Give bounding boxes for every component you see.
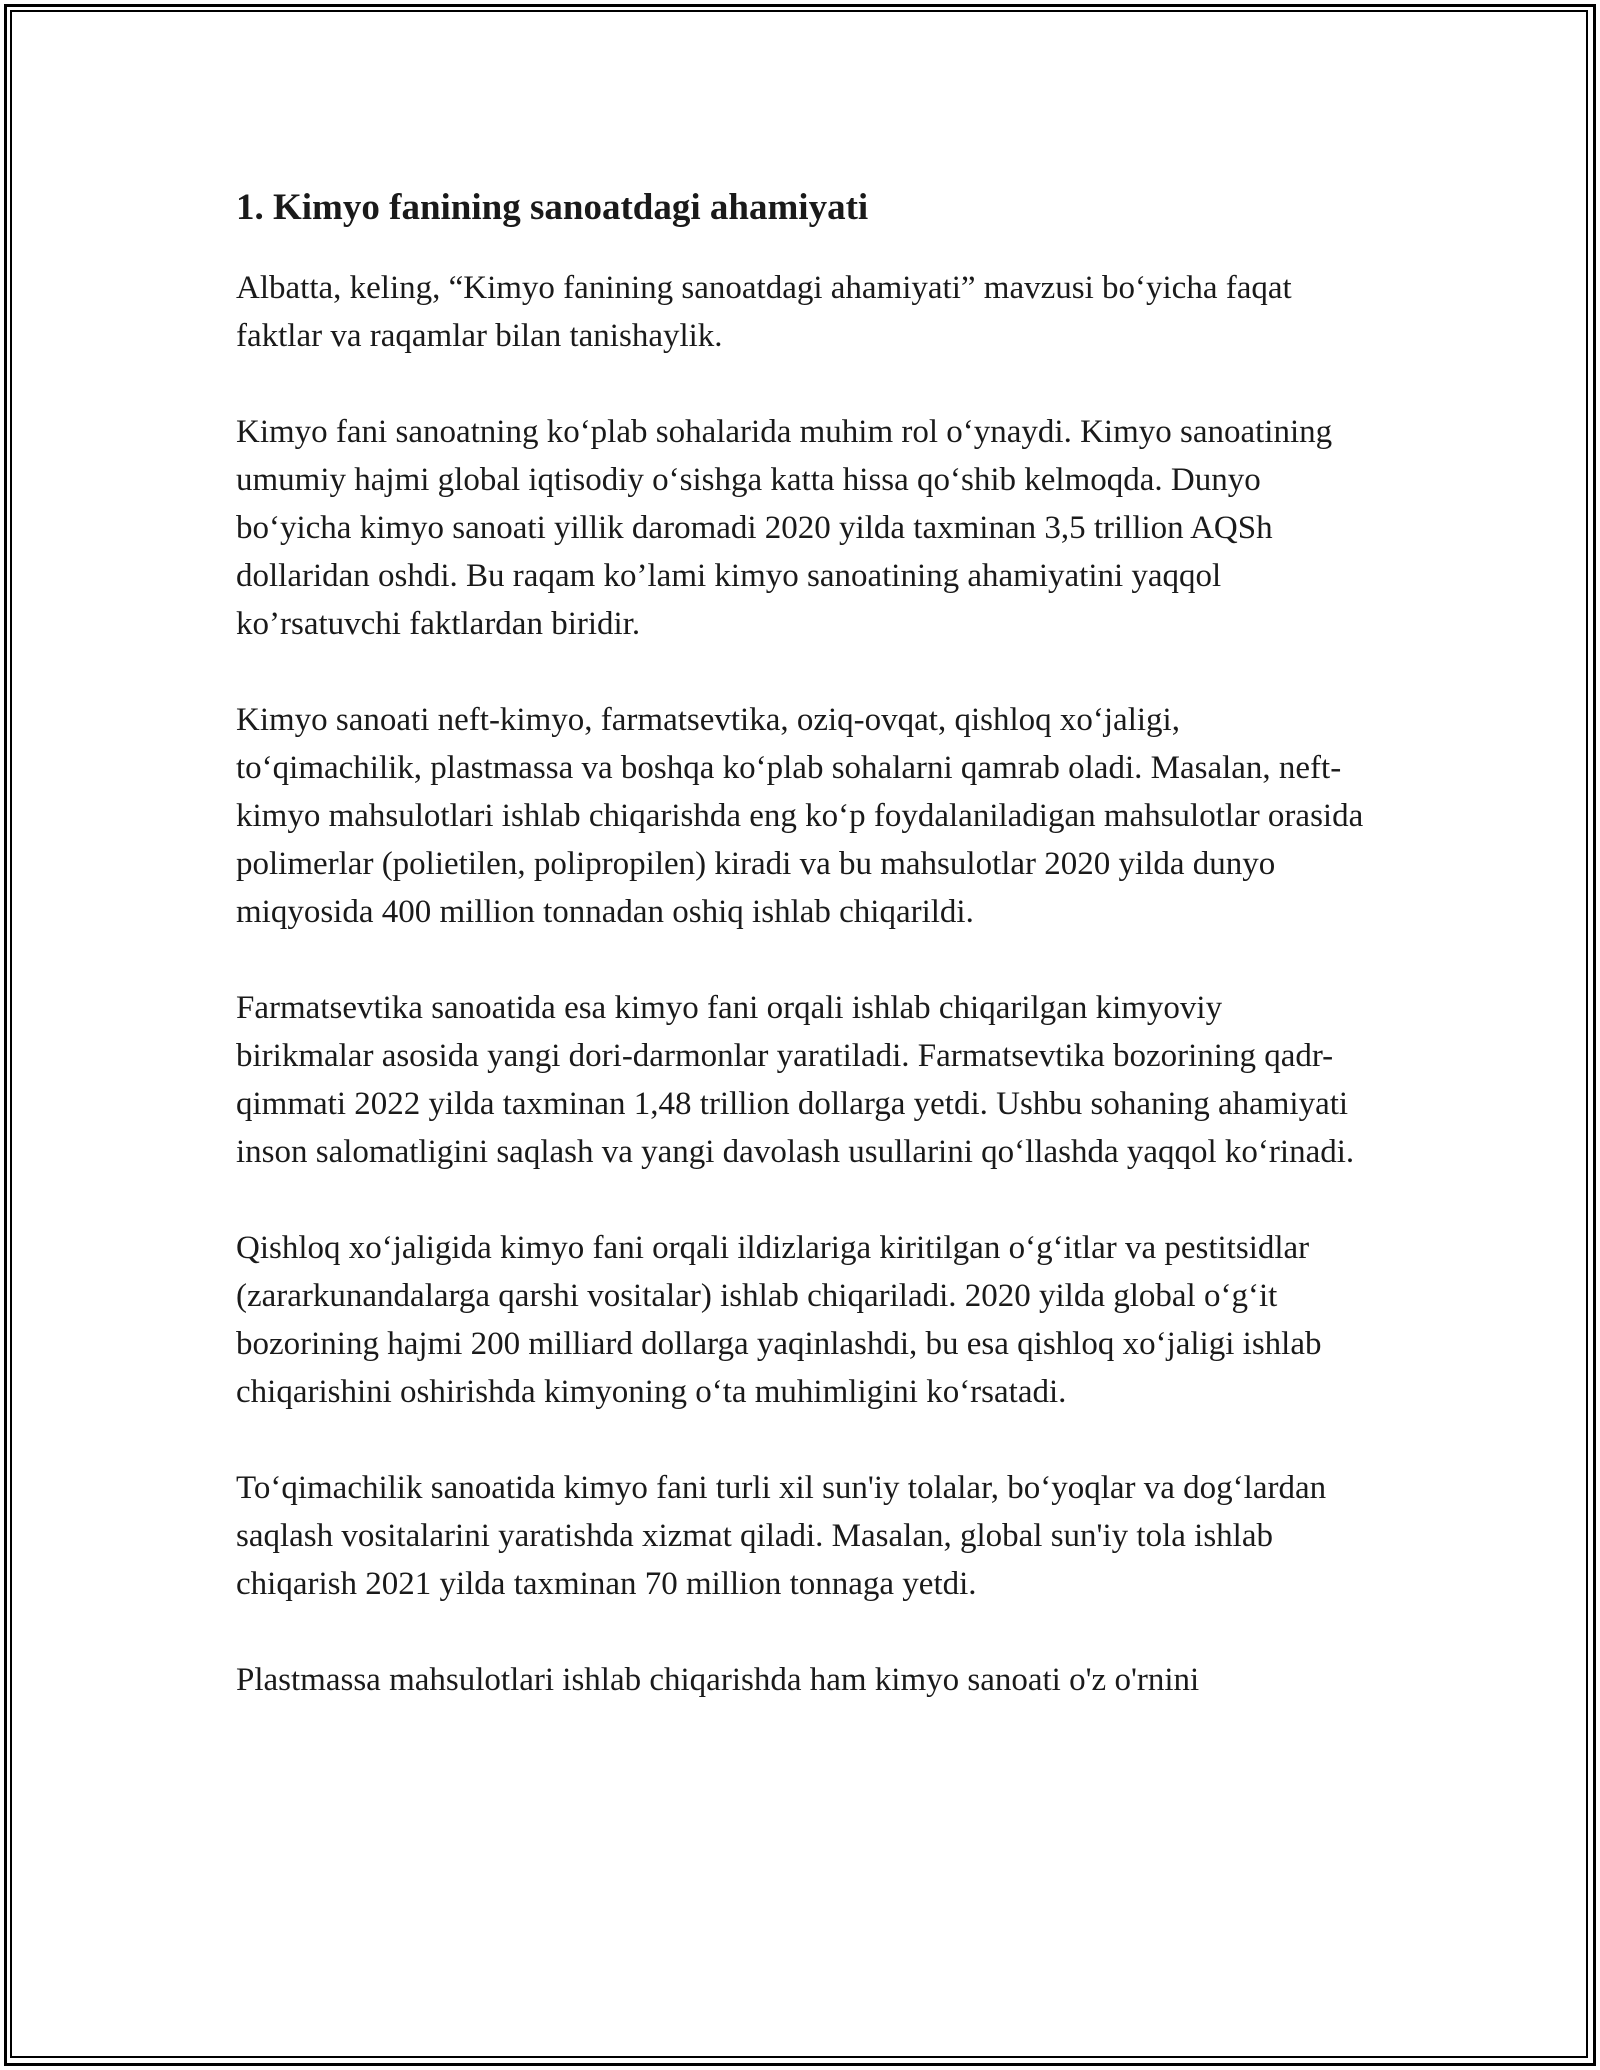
paragraph-agriculture: Qishloq xo‘jaligida kimyo fani orqali ildizlariga kiritilgan o‘g‘itlar va pestitsidlar (zararkunandalarga qarshi vositalar) ishlab chiqariladi. 2020 yilda global o‘g‘it bozorining hajmi 200 milliard dollarga yaqinlashdi, bu esa qishloq xo‘jaligi ishlab chiqarishini oshirishda kimyoning o‘ta muhimligini ko‘rsatadi. bbox=[236, 1230, 1322, 1411]
paragraph-petrochemical: Kimyo sanoati neft-kimyo, farmatsevtika, oziq-ovqat, qishloq xo‘jaligi, to‘qimachilik, plastmassa va boshqa ko‘plab sohalarni qamrab oladi. Masalan, neft-kimyo mahsulotlari ishlab chiqarishda eng ko‘p foydalaniladigan mahsulotlar orasida polimerlar (polietilen, polipropilen) kiradi va bu mahsulotlar 2020 yilda dunyo miqyosida 400 million tonnadan oshiq ishlab chiqarildi. bbox=[236, 702, 1364, 931]
paragraph-intro: Albatta, keling, “Kimyo fanining sanoatdagi ahamiyati” mavzusi bo‘yicha faqat faktlar va raqamlar bilan tanishaylik. bbox=[236, 270, 1292, 355]
paragraph-plastics: Plastmassa mahsulotlari ishlab chiqarishda ham kimyo sanoati o'z o'rnini bbox=[236, 1662, 1200, 1699]
paragraph-industry-overview: Kimyo fani sanoatning ko‘plab sohalarida muhim rol o‘ynaydi. Kimyo sanoatining umumiy hajmi global iqtisodiy o‘sishga katta hissa qo‘shib kelmoqda. Dunyo bo‘yicha kimyo sanoati yillik daromadi 2020 yilda taxminan 3,5 trillion AQSh dollaridan oshdi. Bu raqam ko’lami kimyo sanoatining ahamiyatini yaqqol ko’rsatuvchi faktlardan biridir. bbox=[236, 414, 1333, 643]
document-body bbox=[236, 186, 1366, 1752]
paragraph-textile: To‘qimachilik sanoatida kimyo fani turli xil sun'iy tolalar, bo‘yoqlar va dog‘lardan saqlash vositalarini yaratishda xizmat qiladi. Masalan, global sun'iy tola ishlab chiqarish 2021 yilda taxminan 70 million tonnaga yetdi. bbox=[236, 1470, 1327, 1603]
paragraph-pharmaceutical: Farmatsevtika sanoatida esa kimyo fani orqali ishlab chiqarilgan kimyoviy birikmalar asosida yangi dori-darmonlar yaratiladi. Farmatsevtika bozorining qadr-qimmati 2022 yilda taxminan 1,48 trillion dollarga yetdi. Ushbu sohaning ahamiyati inson salomatligini saqlash va yangi davolash usullarini qo‘llashda yaqqol ko‘rinadi. bbox=[236, 990, 1355, 1171]
section-heading: 1. Kimyo fanining sanoatdagi ahamiyati bbox=[236, 187, 869, 228]
